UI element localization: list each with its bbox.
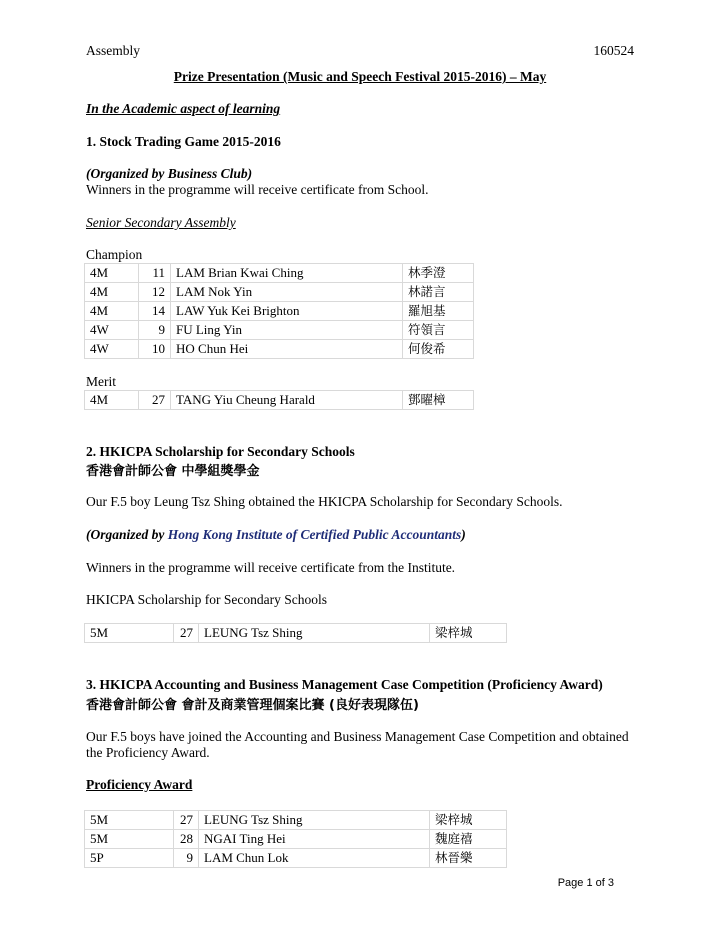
number-cell: 14 (139, 302, 171, 321)
class-cell: 4M (85, 283, 139, 302)
name-cell: LAW Yuk Kei Brighton (171, 302, 403, 321)
table-row (85, 624, 507, 643)
number-cell: 12 (139, 283, 171, 302)
name-cell: TANG Yiu Cheung Harald (171, 391, 403, 410)
merit-label: Merit (86, 374, 116, 389)
table-row (85, 811, 507, 830)
name-cell: FU Ling Yin (171, 321, 403, 340)
name-cell: LAM Brian Kwai Ching (171, 264, 403, 283)
number-cell: 28 (174, 830, 199, 849)
table-row (85, 302, 474, 321)
section1-heading: 1. Stock Trading Game 2015-2016 (86, 134, 281, 149)
proficiency-table (84, 810, 507, 868)
chinese-name-cell: 林諾言 (403, 283, 474, 302)
chinese-name-cell: 符領言 (403, 321, 474, 340)
number-cell: 11 (139, 264, 171, 283)
number-cell: 9 (174, 849, 199, 868)
number-cell: 10 (139, 340, 171, 359)
section2-award-label: HKICPA Scholarship for Secondary Schools (86, 592, 327, 607)
name-cell: HO Chun Hei (171, 340, 403, 359)
organizer-prefix: (Organized by (86, 527, 168, 542)
academic-heading: In the Academic aspect of learning (86, 101, 281, 116)
table-row (85, 830, 507, 849)
chinese-name-cell: 梁梓城 (430, 811, 507, 830)
table-row (85, 264, 474, 283)
table-row (85, 340, 474, 359)
section1-subheading: Senior Secondary Assembly (86, 215, 236, 230)
class-cell: 5M (85, 811, 174, 830)
name-cell: LEUNG Tsz Shing (199, 624, 430, 643)
class-cell: 4W (85, 321, 139, 340)
table-row (85, 283, 474, 302)
section3-award-label: Proficiency Award (86, 777, 193, 792)
page-number: Page 1 of 3 (557, 877, 614, 889)
class-cell: 5M (85, 830, 174, 849)
name-cell: LEUNG Tsz Shing (199, 811, 430, 830)
table-row (85, 321, 474, 340)
table-row (85, 391, 474, 410)
section1-organizer: (Organized by Business Club) (86, 166, 253, 181)
section1-note: Winners in the programme will receive certificate from School. (86, 182, 429, 197)
class-cell: 5P (85, 849, 174, 868)
section2-organizer (86, 527, 466, 543)
table-row (85, 849, 507, 868)
page-title: Prize Presentation (Music and Speech Festival 2015-2016) – May (173, 69, 547, 84)
class-cell: 4M (85, 264, 139, 283)
section3-sentence-line2: the Proficiency Award. (86, 745, 210, 760)
organizer-name: Hong Kong Institute of Certified Public Accountants (167, 527, 462, 542)
scholarship-table (84, 623, 507, 643)
organizer-suffix: ) (461, 527, 466, 542)
chinese-name-cell: 羅旭基 (403, 302, 474, 321)
header-left: Assembly (86, 43, 140, 58)
name-cell: NGAI Ting Hei (199, 830, 430, 849)
merit-table (84, 390, 474, 410)
chinese-name-cell: 梁梓城 (430, 624, 507, 643)
class-cell: 5M (85, 624, 174, 643)
section2-note: Winners in the programme will receive certificate from the Institute. (86, 560, 456, 575)
number-cell: 27 (139, 391, 171, 410)
number-cell: 27 (174, 624, 199, 643)
section2-heading-cn: 香港會計師公會 中學組獎學金 (86, 464, 260, 479)
chinese-name-cell: 林晉樂 (430, 849, 507, 868)
chinese-name-cell: 林季澄 (403, 264, 474, 283)
name-cell: LAM Nok Yin (171, 283, 403, 302)
name-cell: LAM Chun Lok (199, 849, 430, 868)
section2-sentence: Our F.5 boy Leung Tsz Shing obtained the HKICPA Scholarship for Secondary Schools. (86, 494, 563, 509)
chinese-name-cell: 鄧曜樟 (403, 391, 474, 410)
class-cell: 4M (85, 302, 139, 321)
header-right: 160524 (593, 43, 634, 58)
section3-heading: 3. HKICPA Accounting and Business Management Case Competition (Proficiency Award) (86, 677, 603, 692)
class-cell: 4W (85, 340, 139, 359)
number-cell: 9 (139, 321, 171, 340)
chinese-name-cell: 魏庭禧 (430, 830, 507, 849)
section3-heading-cn: 香港會計師公會 會計及商業管理個案比賽 (良好表現隊伍) (86, 698, 419, 713)
class-cell: 4M (85, 391, 139, 410)
number-cell: 27 (174, 811, 199, 830)
champion-table (84, 263, 474, 359)
section2-heading: 2. HKICPA Scholarship for Secondary Schools (86, 444, 355, 459)
section3-sentence-line1: Our F.5 boys have joined the Accounting and Business Management Case Competition and obtained (86, 729, 629, 744)
champion-label: Champion (86, 247, 143, 262)
chinese-name-cell: 何俊希 (403, 340, 474, 359)
